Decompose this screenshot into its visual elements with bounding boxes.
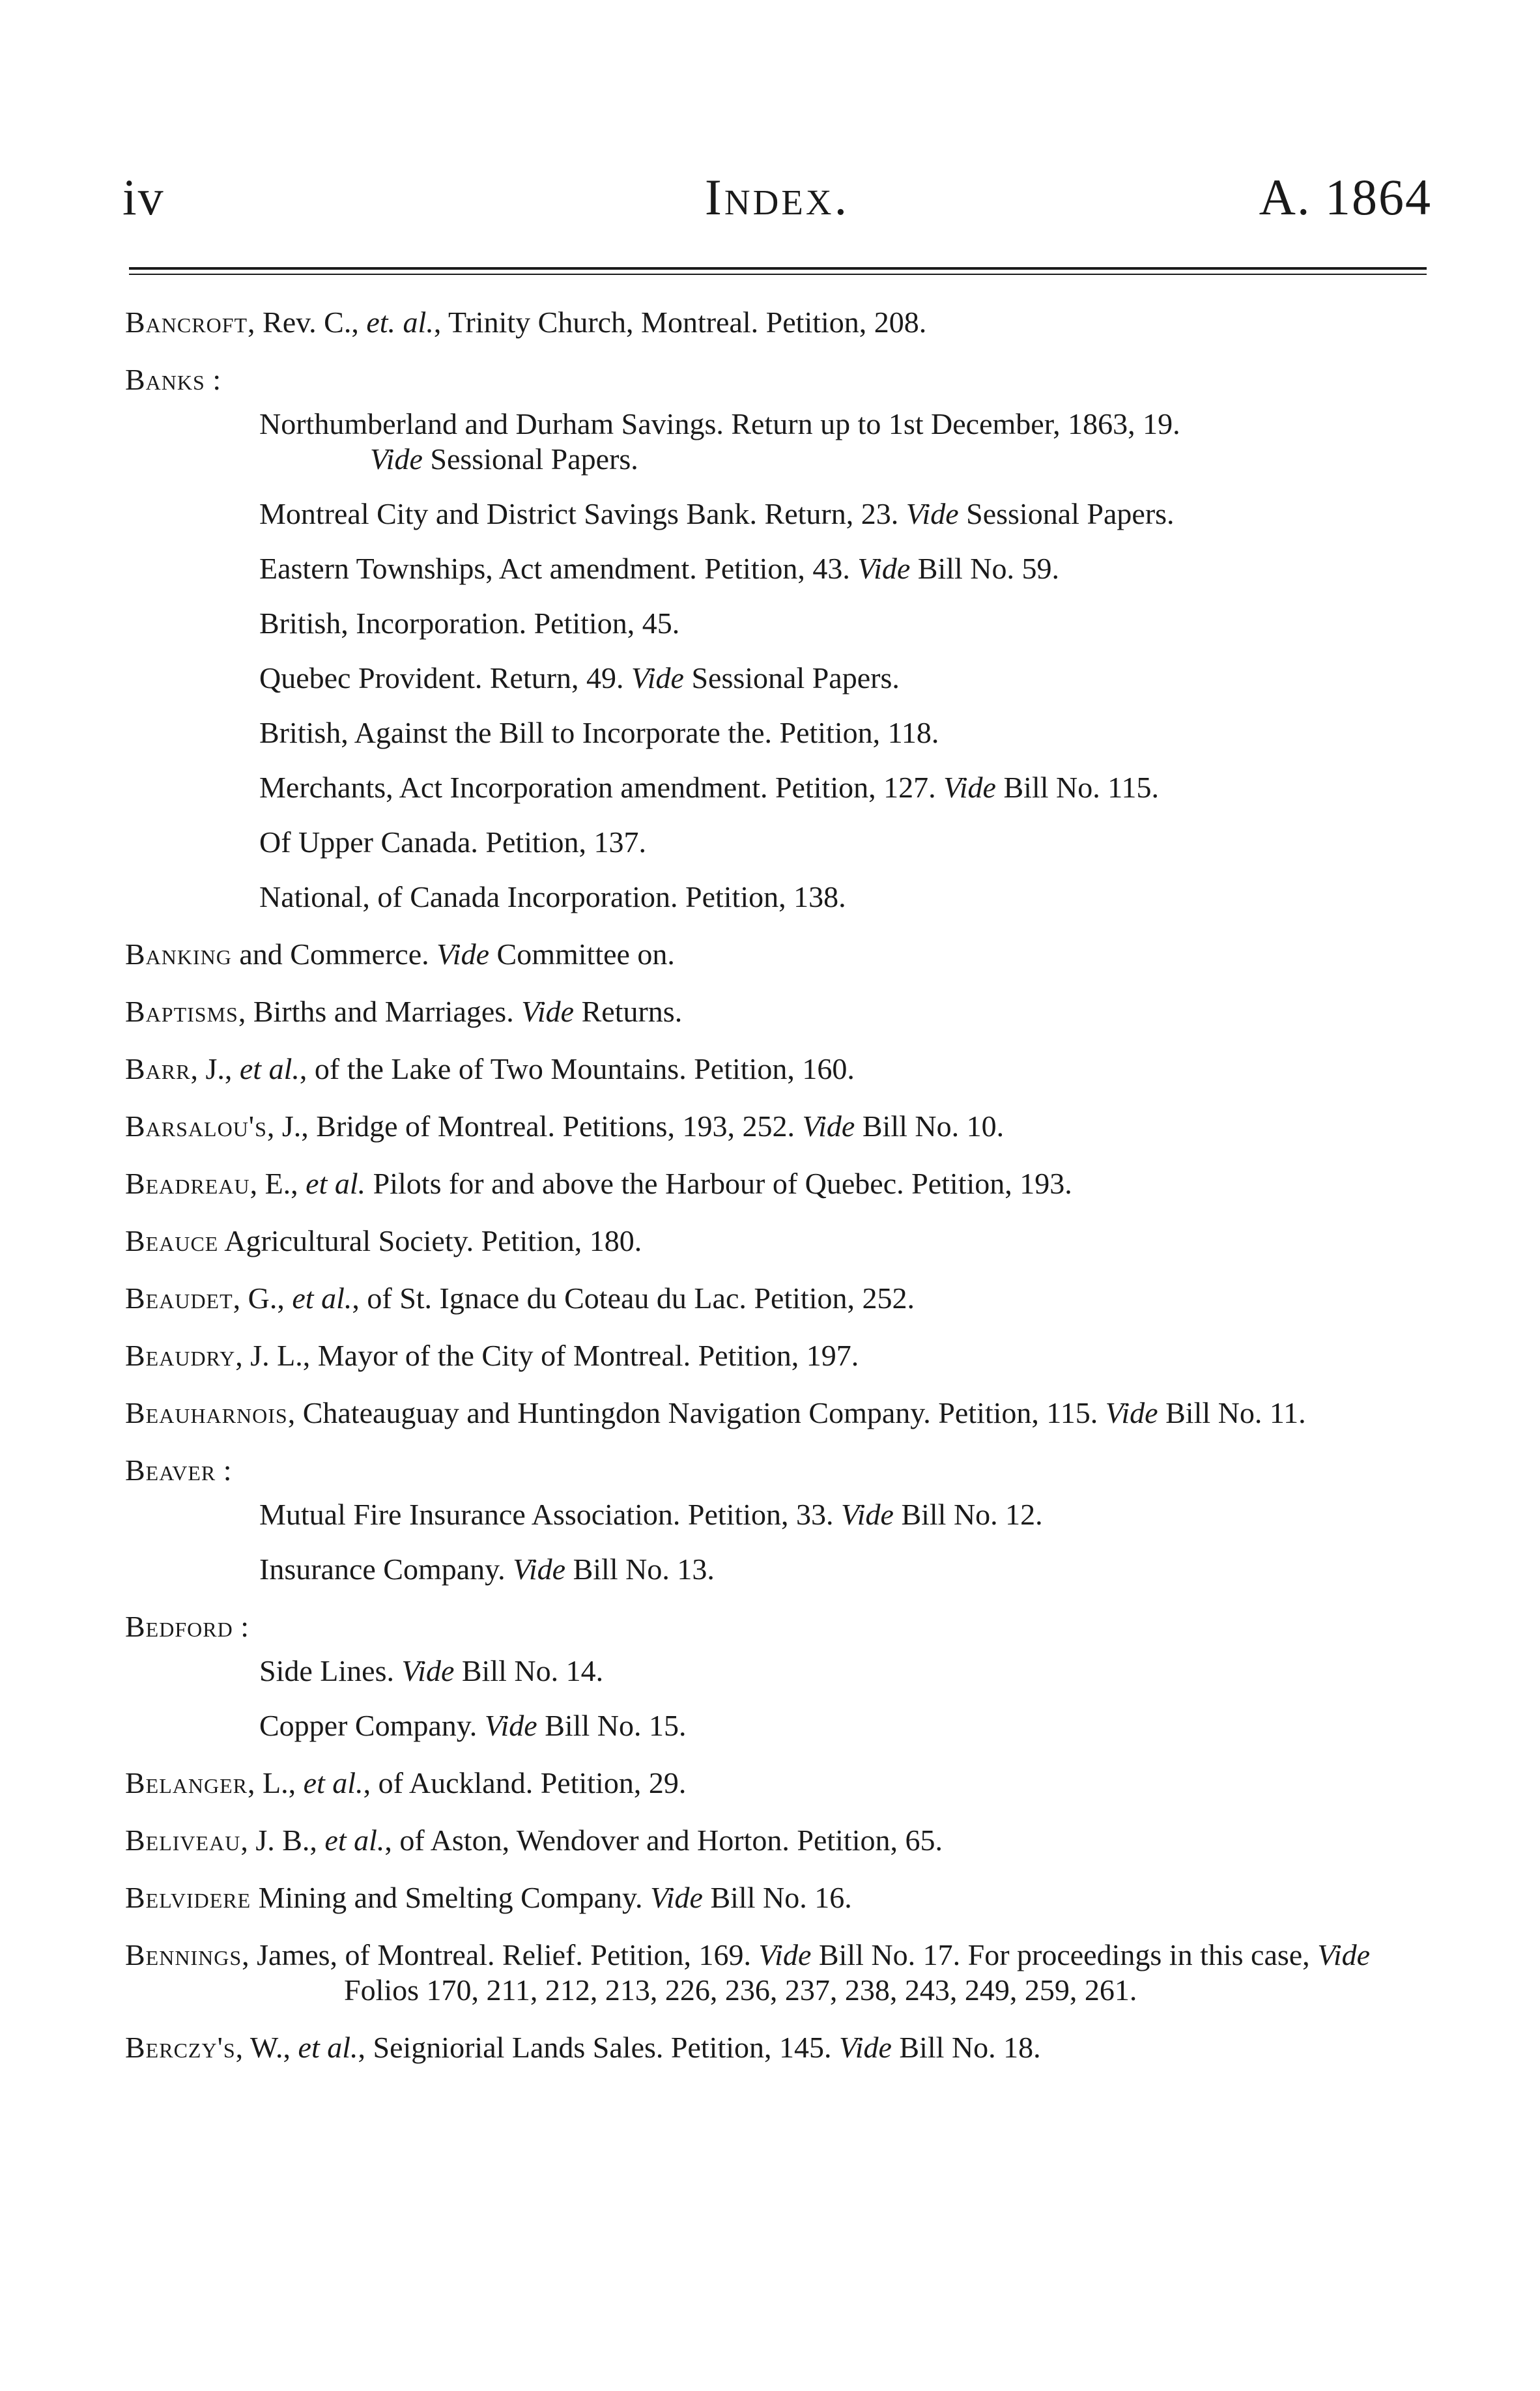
- subentry: British, Incorporation. Petition, 45.: [259, 607, 680, 640]
- entry-text: Mining and Smelting Company. Vide Bill No. 16.: [251, 1881, 852, 1914]
- page-header: [122, 162, 1432, 233]
- entry-heading: Beauce: [125, 1224, 219, 1257]
- entry-text: and Commerce. Vide Committee on.: [231, 938, 675, 971]
- entry-text: :: [216, 1453, 232, 1487]
- entry-heading: Barr: [125, 1052, 191, 1085]
- entry-heading: Banking: [125, 938, 232, 971]
- index-entry: [125, 1823, 1421, 1858]
- index-entry: [125, 1166, 1421, 1201]
- entry-text: , J. L., Mayor of the City of Montreal. Petition, 197.: [235, 1339, 859, 1372]
- entry-text: , Births and Marriages. Vide Returns.: [238, 995, 683, 1028]
- entry-heading: Berczy's: [125, 2031, 236, 2064]
- subentry: Copper Company. Vide Bill No. 15.: [259, 1709, 687, 1742]
- entry-heading: Beauharnois: [125, 1396, 288, 1429]
- header-rule: [129, 267, 1427, 279]
- entry-text: , G., et al., of St. Ignace du Coteau du Lac. Petition, 252.: [233, 1281, 915, 1315]
- entry-text: , J. B., et al., of Aston, Wendover and Horton. Petition, 65.: [240, 1824, 943, 1857]
- index-entry: [125, 362, 1421, 397]
- entry-text: , J., Bridge of Montreal. Petitions, 193, 252. Vide Bill No. 10.: [266, 1110, 1005, 1143]
- subentry: Side Lines. Vide Bill No. 14.: [259, 1654, 604, 1687]
- index-entry: [125, 1224, 1421, 1259]
- entry-text: :: [233, 1610, 249, 1643]
- entry-text: , W., et al., Seigniorial Lands Sales. Petition, 145. Vide Bill No. 18.: [235, 2031, 1041, 2064]
- subentry: Northumberland and Durham Savings. Return up to 1st December, 1863, 19.: [259, 407, 1180, 440]
- entry-heading: Beliveau: [125, 1824, 241, 1857]
- session-year: A. 1864: [1259, 169, 1432, 225]
- index-entry: [125, 1281, 1421, 1316]
- index-entry: [125, 1609, 1421, 1644]
- subentry-group: [259, 1654, 1421, 1743]
- entry-text: Agricultural Society. Petition, 180.: [218, 1224, 642, 1257]
- header-rule-thick: [129, 267, 1427, 270]
- entry-heading: Barsalou's: [125, 1110, 267, 1143]
- entry-heading: Beadreau: [125, 1167, 250, 1200]
- subentry: Merchants, Act Incorporation amendment. Petition, 127. Vide Bill No. 115.: [259, 771, 1160, 804]
- subentry: Montreal City and District Savings Bank. Return, 23. Vide Sessional Papers.: [259, 497, 1175, 530]
- entry-heading: Beaudet: [125, 1281, 233, 1315]
- page-number: iv: [122, 169, 165, 225]
- entry-heading: Baptisms: [125, 995, 238, 1028]
- entry-text: , Rev. C., et. al., Trinity Church, Montreal. Petition, 208.: [248, 306, 927, 339]
- entry-text: :: [205, 363, 221, 396]
- entry-heading: Belanger: [125, 1766, 248, 1799]
- index-entry: [125, 1938, 1421, 2008]
- entry-heading: Belvidere: [125, 1881, 251, 1914]
- entry-heading: Beaudry: [125, 1339, 236, 1372]
- subentry-group: [259, 407, 1421, 915]
- entry-text: , Chateauguay and Huntingdon Navigation Company. Petition, 115. Vide Bill No. 11.: [287, 1396, 1306, 1429]
- index-entry: [125, 305, 1421, 340]
- subentry: Vide Sessional Papers.: [370, 442, 638, 476]
- subentry: Mutual Fire Insurance Association. Petition, 33. Vide Bill No. 12.: [259, 1498, 1043, 1531]
- index-entry: [125, 1338, 1421, 1373]
- subentry: Of Upper Canada. Petition, 137.: [259, 825, 647, 859]
- subentry: Quebec Provident. Return, 49. Vide Sessional Papers.: [259, 661, 900, 694]
- index-entry: [125, 1396, 1421, 1431]
- index-entry: [125, 2030, 1421, 2065]
- entry-text: , James, of Montreal. Relief. Petition, 169. Vide Bill No. 17. For proceedings in this case, Vide Folios 170, 211, 212, 213, 226, 236, 237, 238, 243, 249, 259, 261.: [242, 1938, 1371, 2007]
- index-entries: [125, 305, 1421, 2087]
- entry-heading: Beaver: [125, 1453, 216, 1487]
- entry-text: , J., et al., of the Lake of Two Mountains. Petition, 160.: [190, 1052, 855, 1085]
- index-entry: [125, 1453, 1421, 1488]
- subentry: Eastern Townships, Act amendment. Petition, 43. Vide Bill No. 59.: [259, 552, 1060, 585]
- index-entry: [125, 1109, 1421, 1144]
- subentry: Insurance Company. Vide Bill No. 13.: [259, 1553, 715, 1586]
- header-rule-thin: [129, 274, 1427, 275]
- entry-text: , E., et al. Pilots for and above the Harbour of Quebec. Petition, 193.: [250, 1167, 1072, 1200]
- index-entry: [125, 937, 1421, 972]
- index-entry: [125, 1766, 1421, 1801]
- entry-heading: Bedford: [125, 1610, 233, 1643]
- entry-heading: Bennings: [125, 1938, 242, 1971]
- index-entry: [125, 1880, 1421, 1915]
- entry-heading: Bancroft: [125, 306, 248, 339]
- subentry-group: [259, 1497, 1421, 1587]
- subentry: British, Against the Bill to Incorporate the. Petition, 118.: [259, 716, 939, 749]
- entry-heading: Banks: [125, 363, 205, 396]
- index-entry: [125, 994, 1421, 1029]
- page-title: Index.: [704, 169, 850, 225]
- subentry: National, of Canada Incorporation. Petition, 138.: [259, 880, 846, 913]
- entry-text: , L., et al., of Auckland. Petition, 29.: [248, 1766, 687, 1799]
- index-entry: [125, 1052, 1421, 1087]
